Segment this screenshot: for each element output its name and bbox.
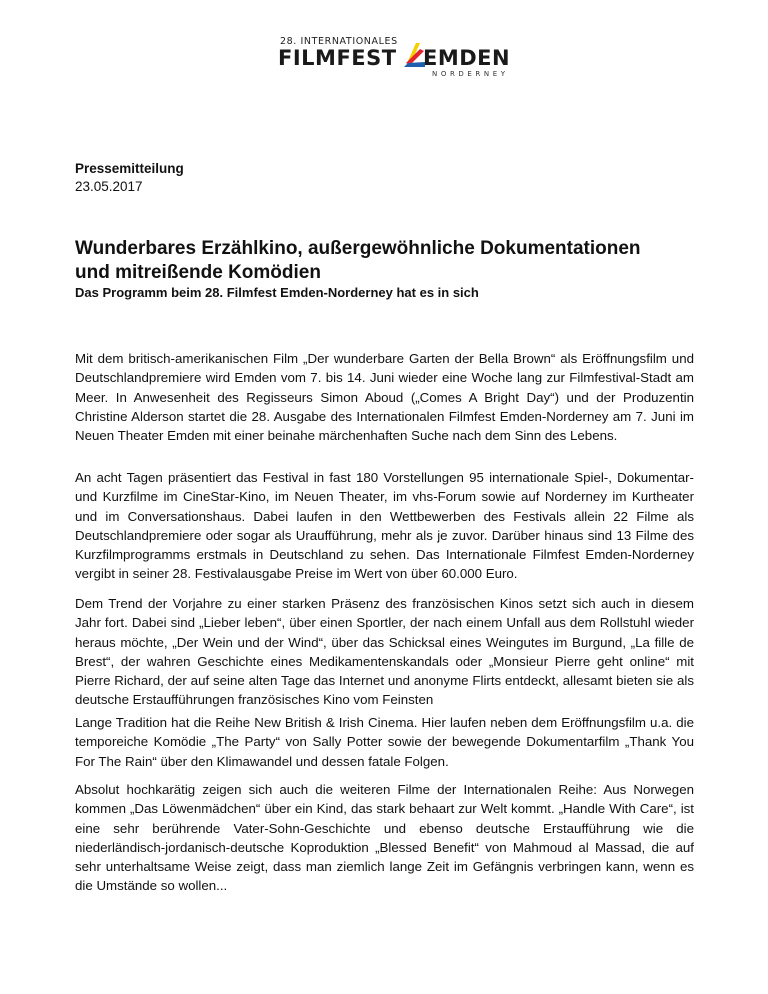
release-date: 23.05.2017 bbox=[75, 179, 143, 194]
logo-filmfest-text: FILMFEST bbox=[278, 46, 397, 70]
body-paragraph-2: An acht Tagen präsentiert das Festival in fast 180 Vorstellungen 95 internationale Spiel-, Dokumentar- und Kurzfilme im CineStar-Kino, im Neuen Theater, im vhs-Forum sowie auf Norderney im Kurtheater und im Conversationshaus. Dabei laufen in den Wettbewerben des Festivals allein 22 Filme als Deutschlandpremiere oder sogar als Uraufführung, mehr als je zuvor. Darüber hinaus sind 13 Filme des Kurzfilmprogramms erstmals in Deutschland zu sehen. Das Internationale Filmfest Emden-Norderney vergibt in seiner 28. Festivalausgabe Preise im Wert von über 60.000 Euro. bbox=[75, 470, 694, 582]
body-paragraph-5: Absolut hochkarätig zeigen sich auch die weiteren Filme der Internationalen Reihe: Aus Norwegen kommen „Das Löwenmädchen“ über ein Kind, das stark behaart zur Welt kommt. „Handle With Care“, ist eine sehr berührende Vater-Sohn-Geschichte und ebenso deutsche Erstaufführung wie die niederländisch-jordanisch-deutsche Koproduktion „Blessed Benefit“ von Mahmoud al Massad, die auf sehr unterhaltsame Weise zeigt, dass man ziemlich lange Zeit im Gefängnis verbringen kann, wenn es die Umstände so wollen... bbox=[75, 782, 694, 894]
body-paragraph-1: Mit dem britisch-amerikanischen Film „Der wunderbare Garten der Bella Brown“ als Eröffnungsfilm und Deutschlandpremiere wird Emden vom 7. bis 14. Juni wieder eine Woche lang zur Filmfestival-Stadt am Meer. In Anwesenheit des Regisseurs Simon Aboud („Comes A Bright Day“) und der Produzentin Christine Alderson startet die 28. Ausgabe des Internationalen Filmfest Emden-Norderney am 7. Juni im Neuen Theater Emden mit einer beinahe märchenhaften Suche nach dem Sinn des Lebens. bbox=[75, 351, 694, 444]
headline-line-1: Wunderbares Erzählkino, außergewöhnliche Dokumentationen bbox=[75, 238, 641, 259]
headline bbox=[75, 237, 695, 285]
logo-edition-text: 28. INTERNATIONALES bbox=[280, 36, 398, 47]
body-paragraph-4: Lange Tradition hat die Reihe New British & Irish Cinema. Hier laufen neben dem Eröffnungsfilm u.a. die temporeiche Komödie „The Party“ von Sally Potter sowie der bewegende Dokumentarfilm „Thank You For The Rain“ über den Klimawandel und dessen fatale Folgen. bbox=[75, 715, 694, 769]
logo-stripes-icon bbox=[396, 41, 426, 69]
body-paragraph-3: Dem Trend der Vorjahre zu einer starken Präsenz des französischen Kinos setzt sich auch in diesem Jahr fort. Dabei sind „Lieber leben“, über einen Sportler, der nach einem Unfall aus dem Rollstuhl wieder heraus möchte, „Der Wein und der Wind“, über das Schicksal eines Weingutes im Burgund, „La fille de Brest“, der wahren Geschichte eines Medikamentenskandals oder „Monsieur Pierre geht online“ mit Pierre Richard, der auf seine alten Tage das Internet und anonyme Flirts entdeckt, allesamt bieten sie als deutsche Erstaufführungen französisches Kino vom Feinsten bbox=[75, 596, 694, 708]
document-type-label: Pressemitteilung bbox=[75, 161, 184, 176]
logo-emden-text: EMDEN bbox=[423, 46, 511, 70]
headline-line-2: und mitreißende Komödien bbox=[75, 262, 321, 283]
festival-logo bbox=[278, 36, 511, 80]
subheadline: Das Programm beim 28. Filmfest Emden-Norderney hat es in sich bbox=[75, 285, 479, 300]
logo-norderney-text: NORDERNEY bbox=[432, 70, 509, 78]
